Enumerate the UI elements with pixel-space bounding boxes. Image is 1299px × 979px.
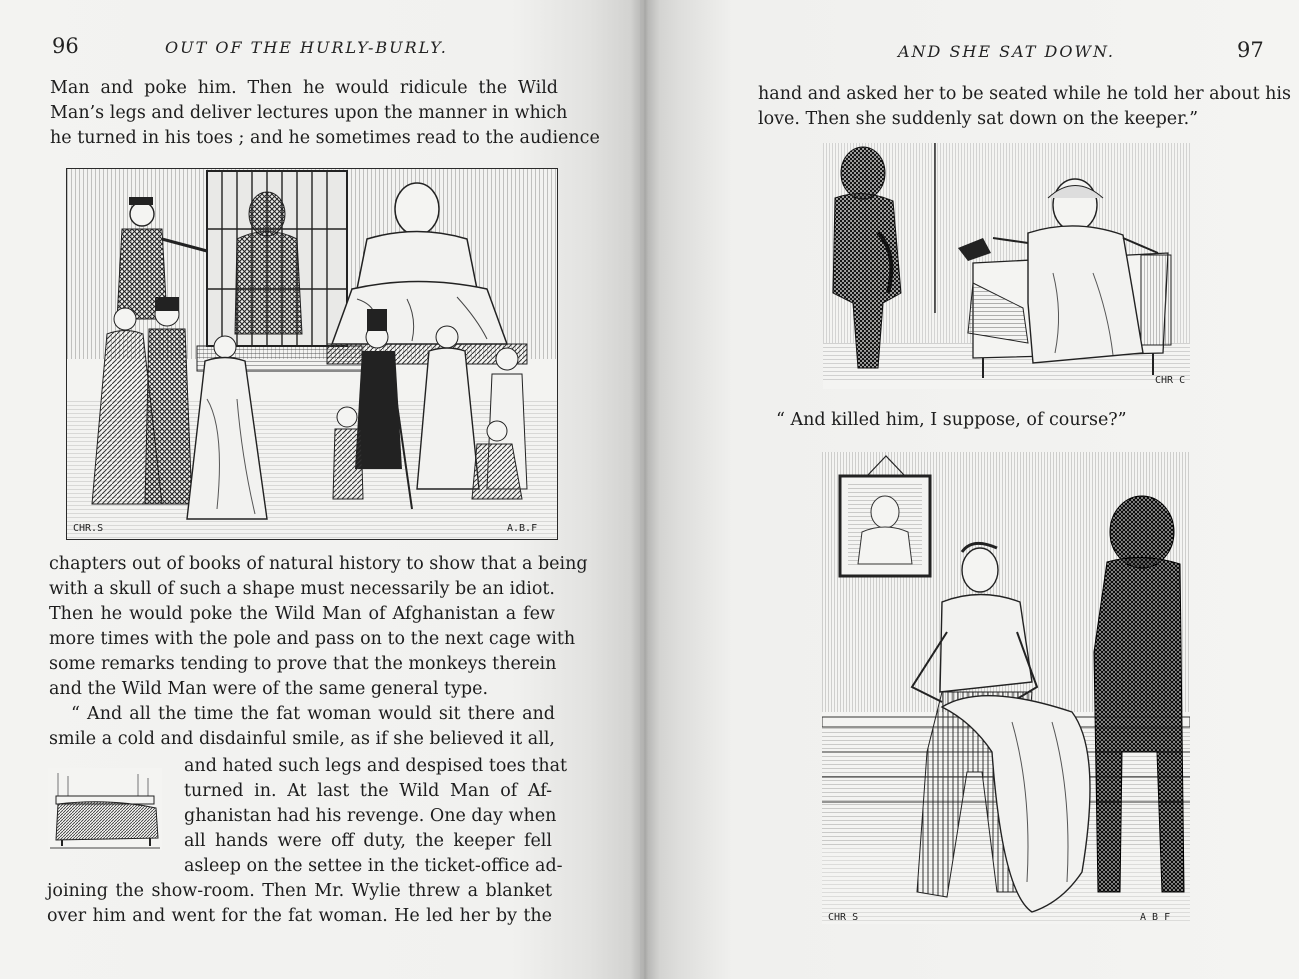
text-line: with a skull of such a shape must necessarily be an idiot. xyxy=(49,579,555,599)
text-line: “ And all the time the fat woman would sit there and xyxy=(71,704,555,724)
text-line: turned in. At last the Wild Man of Af- xyxy=(184,781,552,801)
text-line: and hated such legs and despised toes that xyxy=(184,756,568,776)
settee-vignette xyxy=(48,768,162,850)
freak-show-engraving xyxy=(67,169,557,539)
right-top-text xyxy=(758,82,1292,132)
left-running-head: OUT OF THE HURLY-BURLY. xyxy=(165,38,448,57)
text-line: some remarks tending to prove that the monkeys therein xyxy=(49,654,557,674)
figure-signature-left: CHR.S xyxy=(73,523,104,534)
sat-down-illustration xyxy=(823,143,1190,389)
killed-him-illustration xyxy=(822,452,1190,924)
text-line: love. Then she suddenly sat down on the keeper.” xyxy=(758,109,1199,129)
illustration-caption: “ And killed him, I suppose, of course?” xyxy=(776,410,1127,430)
text-line: asleep on the settee in the ticket-office ad- xyxy=(184,856,563,876)
left-page-number: 96 xyxy=(52,34,79,58)
figure-signature-right: A.B.F xyxy=(507,523,538,534)
right-page-number: 97 xyxy=(1237,38,1264,62)
text-line: over him and went for the fat woman. He led her by the xyxy=(47,906,552,926)
right-running-head: AND SHE SAT DOWN. xyxy=(898,42,1115,61)
left-body-text xyxy=(49,552,588,752)
text-line: Man’s legs and deliver lectures upon the manner in which xyxy=(50,103,568,123)
killed-him-engraving xyxy=(822,452,1190,924)
right-page xyxy=(640,0,1299,979)
freak-show-illustration xyxy=(66,168,558,540)
left-top-text xyxy=(50,76,600,151)
left-final-text xyxy=(47,879,552,929)
left-wrap-text xyxy=(184,754,568,879)
book-gutter-shadow xyxy=(630,0,660,979)
text-line: chapters out of books of natural history to show that a being xyxy=(49,554,588,574)
text-line: ghanistan had his revenge. One day when xyxy=(184,806,557,826)
text-line: smile a cold and disdainful smile, as if she believed it all, xyxy=(49,729,555,749)
text-line: Man and poke him. Then he would ridicule the Wild xyxy=(50,78,558,98)
text-line: more times with the pole and pass on to the next cage with xyxy=(49,629,576,649)
figure-signature-right: A B F xyxy=(1140,912,1171,923)
sat-down-engraving xyxy=(823,143,1190,389)
figure-signature-left: CHR S xyxy=(828,912,859,923)
left-page xyxy=(0,0,640,979)
figure-signature: CHR C xyxy=(1155,375,1186,386)
text-line: hand and asked her to be seated while he told her about his xyxy=(758,84,1292,104)
text-line: all hands were off duty, the keeper fell xyxy=(184,831,552,851)
text-line: he turned in his toes ; and he sometimes read to the audience xyxy=(50,128,600,148)
text-line: Then he would poke the Wild Man of Afghanistan a few xyxy=(49,604,555,624)
text-line: joining the show-room. Then Mr. Wylie threw a blanket xyxy=(47,881,552,901)
settee-engraving xyxy=(48,768,162,850)
text-line: and the Wild Man were of the same general type. xyxy=(49,679,489,699)
